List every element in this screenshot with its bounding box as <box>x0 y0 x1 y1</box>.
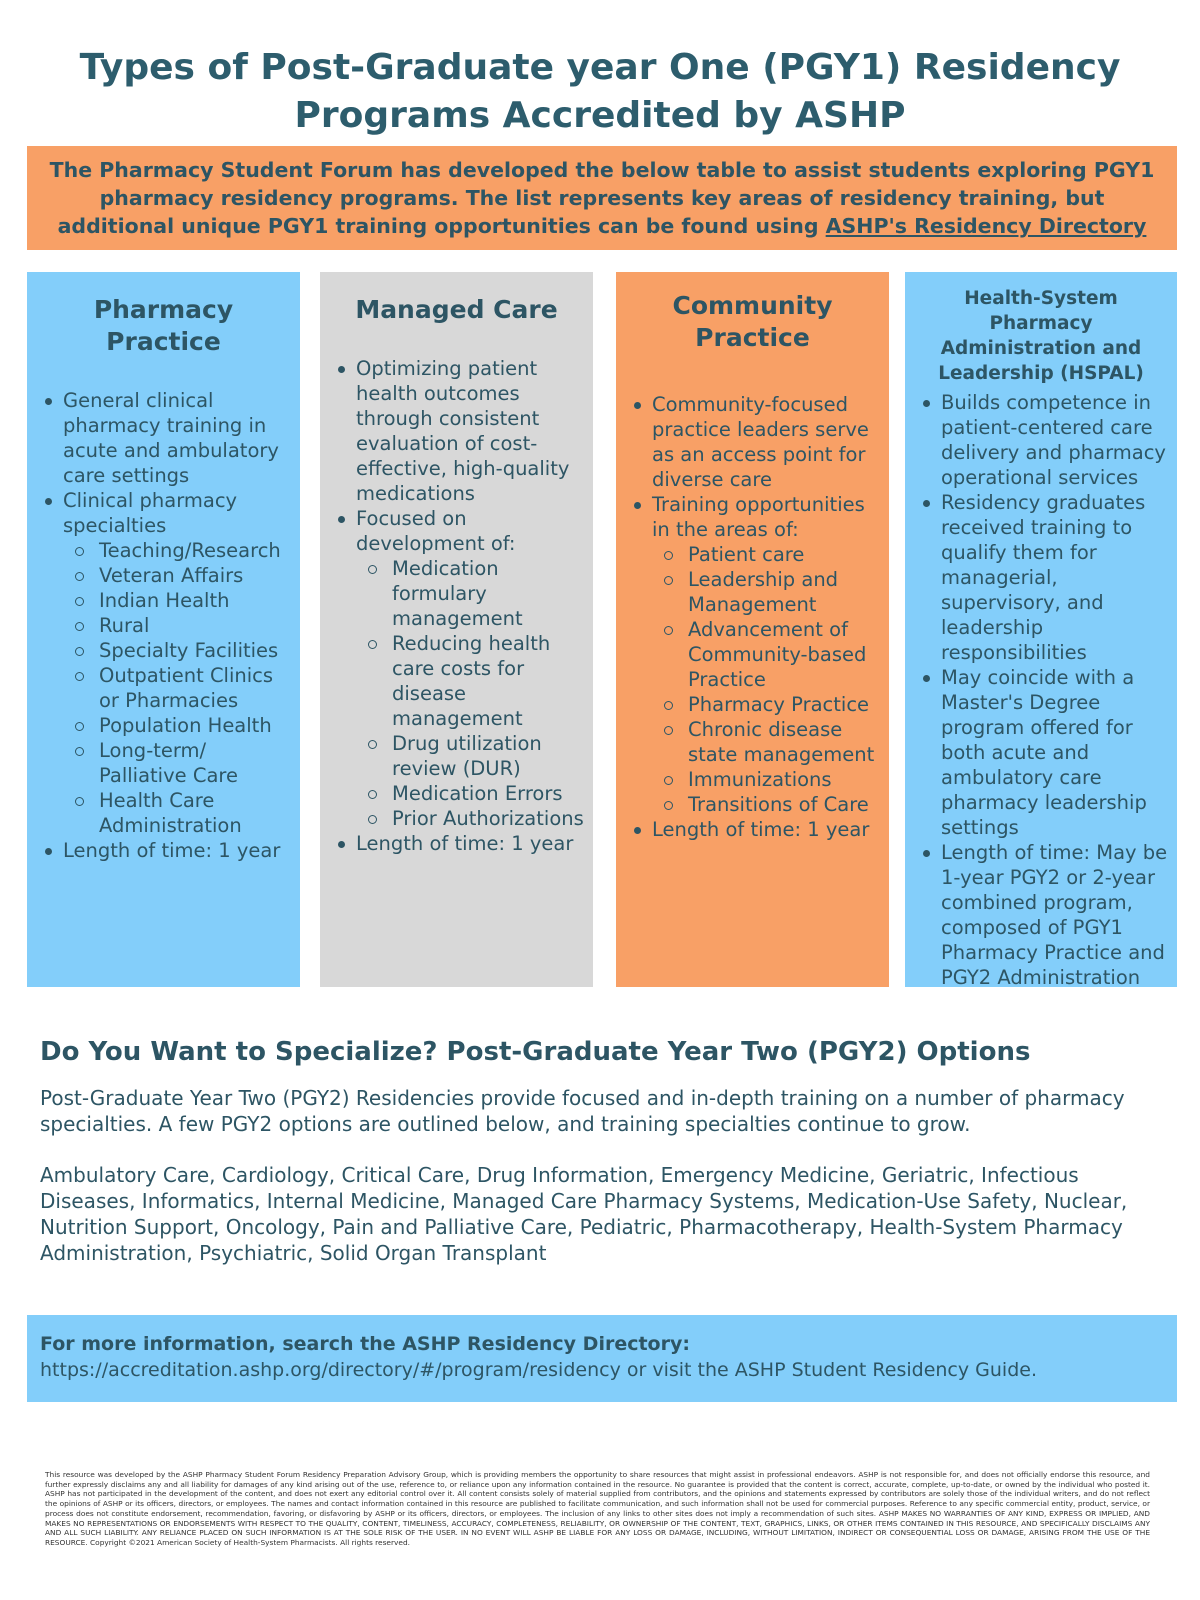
directory-url[interactable]: https://accreditation.ashp.org/directory/#/program/residency <box>40 1359 621 1381</box>
column-list <box>624 392 881 842</box>
page-title: Types of Post-Graduate year One (PGY1) Residency Programs Accredited by ASHP <box>79 47 1121 136</box>
sub-list-item: Long-term/ Palliative Care <box>63 738 292 788</box>
list-item-text: Length of time: May be 1-year PGY2 or 2-year combined program, composed of PGY1 Pharmacy Practice and PGY2 Administration <box>941 841 1168 989</box>
column-title: Pharmacy Practice <box>93 295 234 356</box>
column-title: Health-System Pharmacy Administration and Leadership (HSPAL) <box>938 288 1144 384</box>
column-title: Community Practice <box>672 291 833 352</box>
residency-directory-link[interactable]: ASHP's Residency Directory <box>825 214 1147 238</box>
column-list <box>35 388 292 863</box>
sub-list-item: Prior Authorizations <box>356 806 585 831</box>
list-item-text: Residency graduates received training to qualify them for managerial, supervisory, and leadership responsibilities <box>941 491 1146 664</box>
list-item-text: Community-focused practice leaders serve as an access point for diverse care <box>652 393 869 491</box>
list-item <box>624 492 881 817</box>
sub-list-item: Transitions of Care <box>652 792 881 817</box>
sub-list-item: Drug utilization review (DUR) <box>356 731 585 781</box>
sub-list <box>356 556 585 831</box>
list-item <box>624 392 881 492</box>
list-item-text: Clinical pharmacy specialties <box>63 489 238 537</box>
sub-list-item: Chronic disease state management <box>652 717 881 767</box>
list-item-text: General clinical pharmacy training in acute and ambulatory care settings <box>63 389 279 487</box>
list-item <box>35 388 292 488</box>
disclaimer-text: This resource was developed by the ASHP Pharmacy Student Forum Residency Preparation Advisory Group, which is providing members the opportunity to share resources that might assist in professional endeavors. ASHP is not responsible for, and does not officially endorse this resource, and further expressly disclaims any and all liability for damages of any kind arising out of the use, reference to, or reliance upon any information contained in the resource. No guarantee is provided that the content is correct, accurate, complete, up-to-date, or owned by the individual who posted it. ASHP has not participated in the development of the content, and does not exert any editorial control over it. All content consists solely of material supplied from contributors, and the opinions and statements expressed by contributors are solely those of the individual writers, and do not reflect the opinions of ASHP or its officers, directors, or employees. The names and contact information contained in this resource are published to facilitate communication, and such information shall not be used for commercial purposes. Reference to any specific commercial entity, product, service, or process does not constitute endorsement, recommendation, favoring, or disfavoring by ASHP or its officers, directors, or employees. The inclusion of any links to other sites does not imply a recommendation of such sites. ASHP MAKES NO WARRANTIES OF ANY KIND, EXPRESS OR IMPLIED, AND MAKES NO REPRESENTATIONS OR ENDORSEMENTS WITH RESPECT TO THE QUALITY, CONTENT, TIMELINESS, ACCURACY, COMPLETENESS, RELIABILITY, OR OWNERSHIP OF THE CONTENT, TEXT, GRAPHICS, LINKS, OR OTHER ITEMS CONTAINED IN THIS RESOURCE, AND SPECIFICALLY DISCLAIMS ANY AND ALL SUCH LIABILITY. ANY RELIANCE PLACED ON SUCH INFORMATION IS AT THE SOLE RISK OF THE USER. IN NO EVENT WILL ASHP BE LIABLE FOR ANY LOSS OR DAMAGE, INCLUDING, WITHOUT LIMITATION, INDIRECT OR CONSEQUENTIAL LOSS OR DAMAGE, ARISING FROM THE USE OF THE RESOURCE. Copyright ©2021 American Society of Health-System Pharmacists. All rights reserved. <box>45 1470 1150 1547</box>
list-item <box>913 490 1169 665</box>
list-item-text: Length of time: 1 year <box>652 818 870 841</box>
list-item-text: Optimizing patient health outcomes through consistent evaluation of cost-effective, high-quality medications <box>356 357 570 505</box>
pgy2-intro: Post-Graduate Year Two (PGY2) Residencies provide focused and in-depth training on a number of pharmacy specialties. A few PGY2 options are outlined below, and training specialties continue to grow. <box>40 1086 1125 1136</box>
sub-list-item: Immunizations <box>652 767 881 792</box>
list-item-text: Builds competence in patient-centered care delivery and pharmacy operational services <box>941 391 1166 489</box>
pgy2-heading: Do You Want to Specialize? Post-Graduate Year Two (PGY2) Options <box>40 1037 1031 1067</box>
list-item <box>35 838 292 863</box>
sub-list-item: Reducing health care costs for disease management <box>356 631 585 731</box>
column-list <box>328 356 585 856</box>
sub-list <box>652 542 881 817</box>
sub-list-item: Teaching/Research <box>63 538 292 563</box>
sub-list-item: Leadership and Management <box>652 567 881 617</box>
column-list <box>913 390 1169 990</box>
sub-list-item: Population Health <box>63 713 292 738</box>
list-item <box>328 356 585 506</box>
column-managed-care <box>320 272 593 987</box>
sub-list-item: Indian Health <box>63 588 292 613</box>
list-item <box>328 831 585 856</box>
list-item <box>913 665 1169 840</box>
sub-list-item: Outpatient Clinics or Pharmacies <box>63 663 292 713</box>
list-item-text: Length of time: 1 year <box>63 839 281 862</box>
more-info-box <box>27 1315 1177 1402</box>
column-community-practice <box>616 272 889 987</box>
sub-list-item: Patient care <box>652 542 881 567</box>
pgy2-specialties-list: Ambulatory Care, Cardiology, Critical Care, Drug Information, Emergency Medicine, Geriatric, Infectious Diseases, Informatics, Internal Medicine, Managed Care Pharmacy Systems, Medication-Use Safety, Nuclear, Nutrition Support, Oncology, Pain and Palliative Care, Pediatric, Pharmacotherapy, Health-System Pharmacy Administration, Psychiatric, Solid Organ Transplant <box>40 1163 1128 1265</box>
list-item-text: May coincide with a Master's Degree program offered for both acute and ambulatory care pharmacy leadership settings <box>941 666 1147 839</box>
list-item-text: Length of time: 1 year <box>356 832 574 855</box>
more-info-lead: For more information, search the ASHP Residency Directory: <box>40 1333 690 1355</box>
sub-list-item: Health Care Administration <box>63 788 292 838</box>
more-info-suffix: or visit the ASHP Student Residency Guide. <box>620 1359 1037 1381</box>
list-item-text: Focused on development of: <box>356 507 516 555</box>
sub-list-item: Medication Errors <box>356 781 585 806</box>
sub-list-item: Advancement of Community-based Practice <box>652 617 881 692</box>
list-item-text: Training opportunities in the areas of: <box>652 493 865 541</box>
sub-list-item: Medication formulary management <box>356 556 585 631</box>
intro-banner <box>27 146 1177 250</box>
list-item <box>624 817 881 842</box>
column-pharmacy-practice <box>27 272 300 987</box>
column-title: Managed Care <box>355 295 558 324</box>
sub-list-item: Specialty Facilities <box>63 638 292 663</box>
sub-list-item: Pharmacy Practice <box>652 692 881 717</box>
intro-text: The Pharmacy Student Forum has developed the below table to assist students exploring PGY1 pharmacy residency programs. The list represents key areas of residency training, but additional unique PGY1 training opportunities can be found using <box>49 158 1155 238</box>
list-item <box>913 390 1169 490</box>
list-item <box>913 840 1169 990</box>
column-hspal <box>905 272 1177 987</box>
list-item <box>35 488 292 838</box>
sub-list <box>63 538 292 838</box>
sub-list-item: Rural <box>63 613 292 638</box>
list-item <box>328 506 585 831</box>
sub-list-item: Veteran Affairs <box>63 563 292 588</box>
